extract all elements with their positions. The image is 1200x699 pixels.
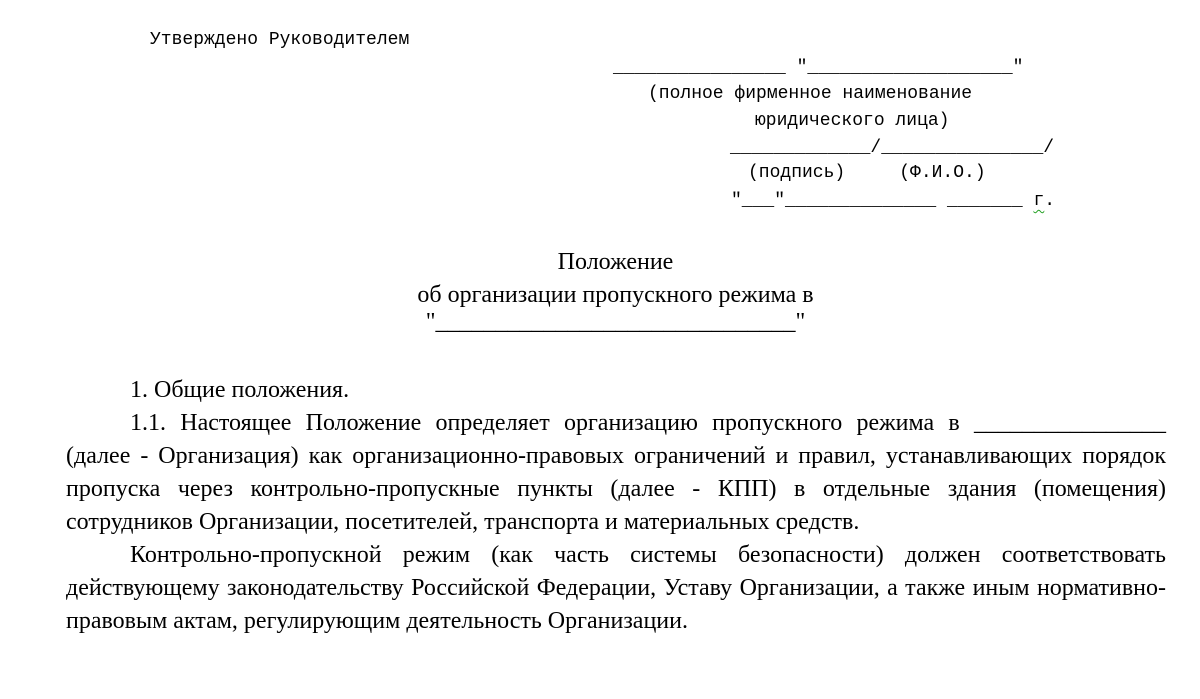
paragraph-2: Контрольно-пропускной режим (как часть системы безопасности) должен соответствовать действующему законодательству Российской Федерации, Уставу Организации, а также иным нормативно-правовым актам, регулирующим деятельность Организации.	[66, 542, 1166, 634]
company-name-line: ________________ "___________________"	[613, 58, 1024, 78]
date-line-prefix: "___"______________ _______	[731, 191, 1034, 211]
year-abbreviation: г	[1033, 191, 1045, 211]
document-body	[66, 374, 1166, 638]
organization-name-blank: "______________________________"	[425, 309, 806, 335]
date-line-suffix: .	[1044, 191, 1056, 211]
signature-line: _____________/_______________/	[730, 138, 1055, 158]
approved-by-label: Утверждено Руководителем	[150, 30, 410, 50]
date-line	[731, 189, 1055, 213]
signature-caption: (подпись) (Ф.И.О.)	[748, 163, 986, 183]
paragraph-1-1: 1.1. Настоящее Положение определяет организацию пропускного режима в ________________ (далее - Организация) как организационно-правовых ограничений и правил, устанавливающих порядок пропуска через контрольно-пропускные пункты (далее - КПП) в отдельные здания (помещения) сотрудников Организации, посетителей, транспорта и материальных средств.	[66, 410, 1166, 535]
section-1-heading: 1. Общие положения.	[130, 377, 350, 403]
document-title: Положение	[557, 249, 674, 275]
company-caption-line-1: (полное фирменное наименование	[648, 84, 973, 104]
document-subtitle: об организации пропускного режима в	[417, 282, 814, 308]
company-caption-line-2: юридического лица)	[755, 111, 950, 131]
